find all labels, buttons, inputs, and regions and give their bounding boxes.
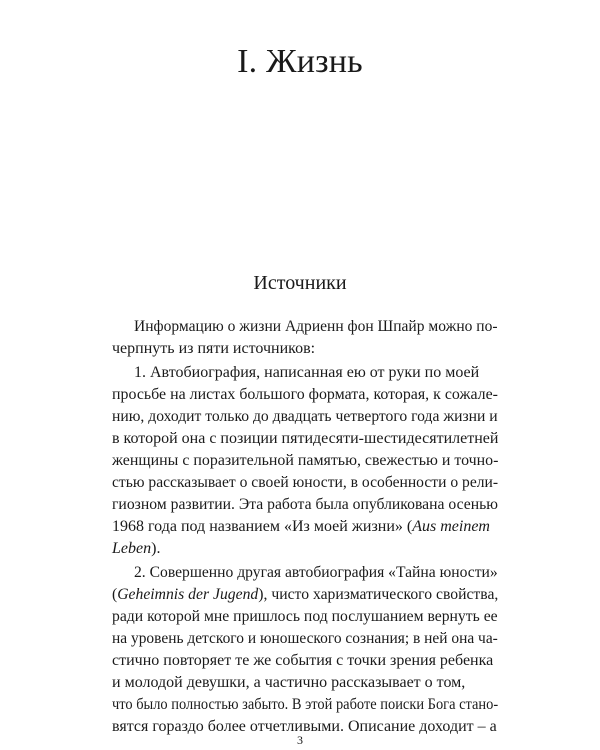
text-line: Информацию о жизни Адриенн фон Шпайр можно по- [134, 318, 498, 335]
text-line: стично повторяет те же события с точки зрения ребенка [112, 652, 494, 669]
text-line: в которой она с позиции пятидесяти-шестидесятилетней [112, 430, 499, 447]
text-line: нию, доходит только до двадцать четвертого года жизни и [112, 408, 498, 425]
text-line: (Geheimnis der Jugend), чисто харизматического свойства, [112, 586, 499, 603]
text-line: черпнуть из пяти источников: [112, 340, 316, 357]
text-line: 1. Автобиография, написанная ею от руки по моей [134, 364, 480, 381]
text-line: и молодой девушки, а частично рассказывает о том, [112, 674, 466, 691]
text-line: просьбе на листах большого формата, которая, к сожале- [112, 386, 498, 403]
text-line: на уровень детского и юношеского сознания; в ней она ча- [112, 630, 498, 647]
text-line: женщины с поразительной памятью, свежестью и точно- [112, 452, 499, 469]
page-number: 3 [297, 733, 303, 747]
text-line: вятся гораздо более отчетливыми. Описание доходит – а [112, 718, 497, 735]
chapter-title: I. Жизнь [237, 43, 363, 80]
text-line: Leben). [112, 540, 161, 557]
text-line: что было полностью забыто. В этой работе поиски Бога стано- [112, 696, 499, 713]
text-line: гиозном развитии. Эта работа была опубликована осенью [112, 496, 498, 513]
text-line: стью рассказывает о своей юности, в особенности о рели- [112, 474, 499, 491]
text-line: 2. Совершенно другая автобиография «Тайна юности» [134, 564, 498, 581]
section-title: Источники [253, 272, 347, 294]
text-line: ради которой мне пришлось под послушанием вернуть ее [112, 608, 498, 625]
text-line: 1968 года под названием «Из моей жизни» (Aus meinem [112, 518, 490, 535]
